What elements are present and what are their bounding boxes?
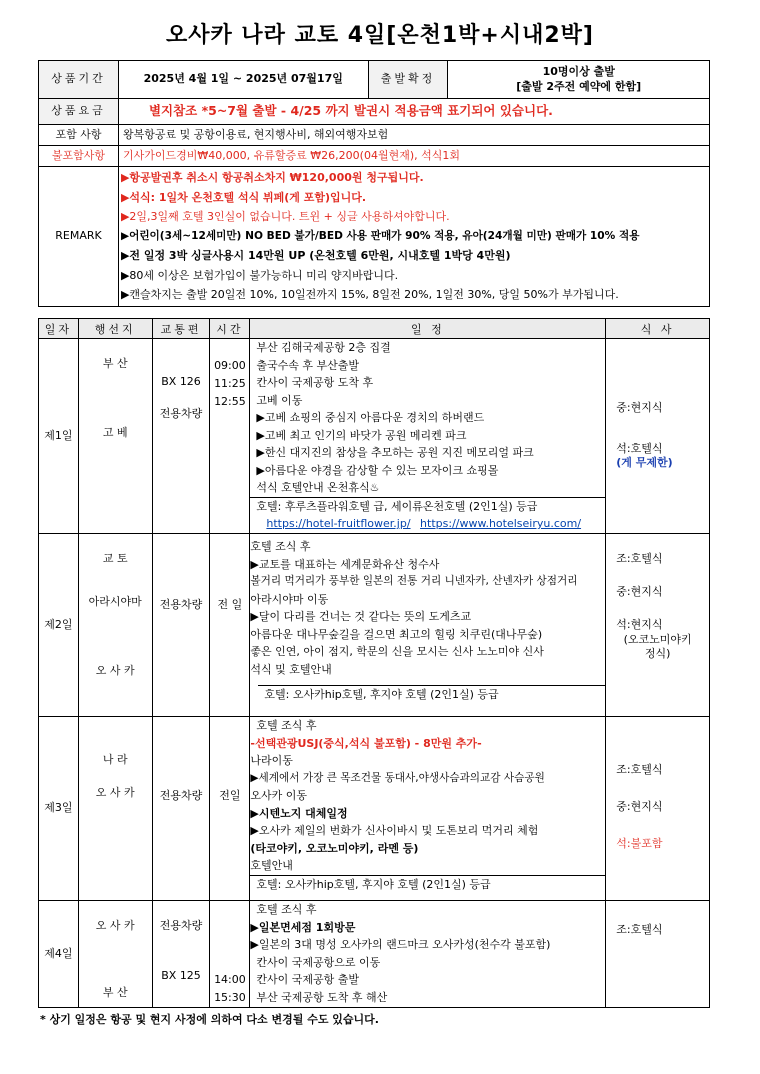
time-cell bbox=[210, 717, 250, 901]
remark-item: ▶2일,3일째 호텔 3인실이 없습니다. 트윈 + 싱글 사용하셔야합니다. bbox=[120, 210, 450, 224]
destination-cell bbox=[78, 534, 152, 717]
time-cell bbox=[210, 901, 250, 1008]
destination: 아라시야마 bbox=[88, 594, 142, 608]
schedule-line: ▶세계에서 가장 큰 목조건물 동대사,야생사슴과의교감 사슴공원 bbox=[250, 771, 545, 784]
schedule-cell bbox=[250, 901, 606, 1008]
meals-cell bbox=[606, 534, 710, 717]
schedule-line: 고베 이동 bbox=[256, 393, 303, 407]
time: 전 일 bbox=[217, 598, 243, 611]
excluded-value: 기사가이드경비₩40,000, 유류할증료 ₩26,200(04월현재), 석식1회 bbox=[118, 146, 709, 167]
schedule-line: ▶교토를 대표하는 세계문화유산 청수사 bbox=[250, 557, 440, 571]
remark-label: REMARK bbox=[39, 167, 119, 307]
transport-cell bbox=[152, 534, 210, 717]
flight-number: BX 126 bbox=[161, 375, 201, 388]
price-value: 별지참조 *5~7월 출발 - 4/25 까지 발권시 적용금액 표기되어 있습니다. bbox=[118, 99, 709, 125]
schedule-line: ▶오사카 제일의 번화가 신사이바시 및 도톤보리 먹거리 체험 bbox=[250, 824, 539, 837]
schedule-line: 부산 국제공항 도착 후 해산 bbox=[256, 990, 388, 1004]
schedule-line: ▶고베 최고 인기의 바닷가 공원 메리켄 파크 bbox=[256, 428, 467, 442]
transport-cell bbox=[152, 901, 210, 1008]
time: 09:00 bbox=[214, 359, 246, 372]
day-row-3 bbox=[39, 717, 710, 901]
schedule-line: 석식 호텔안내 온천휴식♨ bbox=[256, 481, 380, 494]
meal: 석:불포함 bbox=[616, 836, 663, 850]
destination: 고 베 bbox=[102, 425, 128, 439]
transport: 전용차량 bbox=[159, 789, 203, 802]
schedule-line: 호텔 조식 후 bbox=[256, 903, 317, 916]
period-label: 상품기간 bbox=[39, 61, 119, 99]
header-day: 일자 bbox=[39, 319, 79, 339]
schedule-line: 부산 김해국제공항 2층 집결 bbox=[256, 341, 391, 354]
day-label: 제3일 bbox=[39, 717, 79, 901]
footnote: * 상기 일정은 항공 및 현지 사정에 의하여 다소 변경될 수도 있습니다. bbox=[40, 1013, 379, 1026]
product-info-table bbox=[38, 60, 710, 307]
schedule-line: 호텔안내 bbox=[250, 859, 293, 872]
day-row-2 bbox=[39, 534, 710, 717]
day-row-1 bbox=[39, 339, 710, 534]
schedule-line: ▶일본면세점 1회방문 bbox=[250, 920, 356, 934]
day-label: 제4일 bbox=[39, 901, 79, 1008]
schedule-cell bbox=[250, 339, 606, 534]
destination: 부 산 bbox=[102, 985, 128, 999]
schedule-line: 출국수속 후 부산출발 bbox=[256, 358, 360, 372]
remark-item: ▶전 일정 3박 싱글사용시 14만원 UP (온천호텔 6만원, 시내호텔 1박당 4만원) bbox=[120, 249, 511, 263]
transport: 전용차량 bbox=[159, 406, 203, 420]
schedule-line: 좋은 인연, 아이 점지, 학문의 신을 모시는 신사 노노미야 신사 bbox=[250, 645, 544, 658]
transport: 전용차량 bbox=[159, 598, 203, 611]
meal: 중:현지식 bbox=[616, 400, 663, 414]
destination-cell bbox=[78, 339, 152, 534]
remark-item: ▶석식: 1일차 온천호텔 석식 뷔페(게 포함)입니다. bbox=[120, 190, 367, 204]
destination: 오 사 카 bbox=[95, 919, 135, 932]
itinerary-table bbox=[38, 318, 710, 1008]
meal: 석:현지식 bbox=[616, 617, 663, 631]
remark-list bbox=[118, 167, 709, 307]
schedule-line: ▶고베 쇼핑의 중심지 아름다운 경치의 하버랜드 bbox=[256, 411, 485, 424]
schedule-line: (타코야키, 오코노미야키, 라멘 등) bbox=[250, 841, 419, 855]
header-destination: 행선지 bbox=[78, 319, 152, 339]
destination: 오 사 카 bbox=[95, 663, 135, 677]
remark-item: ▶80세 이상은 보험가입이 불가능하니 미리 양지바랍니다. bbox=[120, 268, 399, 282]
remark-item: ▶캔슬차지는 출발 20일전 10%, 10일전까지 15%, 8일전 20%, 1일전 30%, 당일 50%가 부가됩니다. bbox=[120, 288, 619, 302]
schedule-line: 나라이동 bbox=[250, 754, 293, 767]
header-transport: 교통편 bbox=[152, 319, 210, 339]
transport-cell bbox=[152, 717, 210, 901]
meal: 조:호텔식 bbox=[616, 763, 663, 776]
meal: 조:호텔식 bbox=[616, 552, 663, 565]
time: 12:55 bbox=[214, 395, 246, 408]
hotel-info: 호텔: 오사카hip호텔, 후지야 호텔 (2인1실) 등급 bbox=[250, 875, 605, 894]
header-time: 시간 bbox=[210, 319, 250, 339]
schedule-cell bbox=[250, 717, 606, 901]
confirm-line-2: [출발 2주전 예약에 한함] bbox=[516, 79, 642, 93]
time: 14:00 bbox=[214, 973, 246, 986]
schedule-line: ▶한신 대지진의 참상을 추모하는 공원 지진 메모리얼 파크 bbox=[256, 446, 534, 459]
schedule-line: ▶달이 다리를 건너는 것 같다는 뜻의 도게츠교 bbox=[250, 610, 472, 623]
confirm-label: 출발확정 bbox=[368, 61, 448, 99]
page-title: 오사카 나라 교토 4일[온천1박+시내2박] bbox=[166, 23, 594, 48]
schedule-line: 오사카 이동 bbox=[250, 789, 308, 802]
schedule-line: 석식 및 호텔안내 bbox=[250, 662, 332, 676]
transport: 전용차량 bbox=[159, 919, 203, 932]
remark-item: ▶어린이(3세~12세미만) NO BED 불가/BED 사용 판매가 90% 적용, 유아(24개월 미만) 판매가 10% 적용 bbox=[120, 229, 640, 242]
remark-item: ▶항공발권후 취소시 항공취소차지 ₩120,000원 청구됩니다. bbox=[120, 170, 424, 184]
header-schedule: 일 정 bbox=[250, 319, 606, 339]
schedule-line: 아름다운 대나무숲길을 걸으면 최고의 힐링 치쿠린(대나무숲) bbox=[250, 627, 543, 641]
destination-cell bbox=[78, 901, 152, 1008]
schedule-line: 호텔 조식 후 bbox=[250, 540, 311, 553]
schedule-line: 칸사이 국제공항 도착 후 bbox=[256, 376, 374, 389]
schedule-line: 볼거리 먹거리가 풍부한 일본의 전통 거리 니넨자카, 산넨자카 상점거리 bbox=[250, 575, 578, 587]
confirm-value bbox=[448, 61, 710, 99]
day-label: 제1일 bbox=[39, 339, 79, 534]
schedule-line: 칸사이 국제공항 출발 bbox=[256, 973, 360, 986]
confirm-line-1: 10명이상 출발 bbox=[542, 64, 615, 78]
day-row-4 bbox=[39, 901, 710, 1008]
time: 전일 bbox=[219, 789, 241, 802]
destination: 부 산 bbox=[102, 357, 128, 370]
hotel-link[interactable]: https://hotel-fruitflower.jp/ bbox=[266, 517, 411, 530]
time-cell bbox=[210, 339, 250, 534]
meal: 중:현지식 bbox=[616, 799, 663, 813]
meal-note: (게 무제한) bbox=[616, 456, 673, 470]
excluded-label: 불포함사항 bbox=[39, 146, 119, 167]
destination: 교 토 bbox=[102, 552, 128, 565]
hotel-link[interactable]: https://www.hotelseiryu.com/ bbox=[420, 517, 582, 530]
meal-note: (오코노미야키 bbox=[623, 632, 692, 646]
transport-cell bbox=[152, 339, 210, 534]
meal-note: 정식) bbox=[644, 647, 671, 661]
time-cell bbox=[210, 534, 250, 717]
meal: 석:호텔식 bbox=[616, 441, 663, 455]
destination-cell bbox=[78, 717, 152, 901]
destination: 오 사 카 bbox=[95, 785, 135, 799]
period-value: 2025년 4월 1일 ~ 2025년 07월17일 bbox=[118, 61, 368, 99]
hotel-info: 호텔: 오사카hip호텔, 후지야 호텔 (2인1실) 등급 bbox=[258, 685, 605, 704]
time: 11:25 bbox=[214, 377, 246, 390]
schedule-line: 아라시야마 이동 bbox=[250, 592, 329, 606]
schedule-line: ▶시텐노지 대체일정 bbox=[250, 806, 348, 820]
destination: 나 라 bbox=[102, 753, 128, 766]
schedule-line: -선택관광USJ(중식,석식 불포함) - 8만원 추가- bbox=[250, 736, 482, 750]
schedule-line: 칸사이 국제공항으로 이동 bbox=[256, 955, 381, 969]
meal: 중:현지식 bbox=[616, 584, 663, 598]
meals-cell bbox=[606, 901, 710, 1008]
schedule-line: 호텔 조식 후 bbox=[256, 719, 317, 732]
time: 15:30 bbox=[214, 991, 246, 1004]
meals-cell bbox=[606, 339, 710, 534]
schedule-line: ▶일본의 3대 명성 오사카의 랜드마크 오사카성(천수각 불포함) bbox=[250, 938, 551, 951]
included-label: 포함 사항 bbox=[39, 125, 119, 146]
meal: 조:호텔식 bbox=[616, 923, 663, 936]
flight-number: BX 125 bbox=[161, 968, 201, 982]
schedule-line: ▶아름다운 야경을 감상할 수 있는 모자이크 쇼핑몰 bbox=[256, 463, 499, 477]
schedule-cell bbox=[250, 534, 606, 717]
header-meals: 식 사 bbox=[606, 319, 710, 339]
meals-cell bbox=[606, 717, 710, 901]
price-label: 상품요금 bbox=[39, 99, 119, 125]
included-value: 왕복항공료 및 공항이용료, 현지행사비, 해외여행자보험 bbox=[118, 125, 709, 146]
hotel-info: 호텔: 후루츠플라워호텔 급, 세이류온천호텔 (2인1실) 등급 bbox=[250, 497, 605, 516]
day-label: 제2일 bbox=[39, 534, 79, 717]
